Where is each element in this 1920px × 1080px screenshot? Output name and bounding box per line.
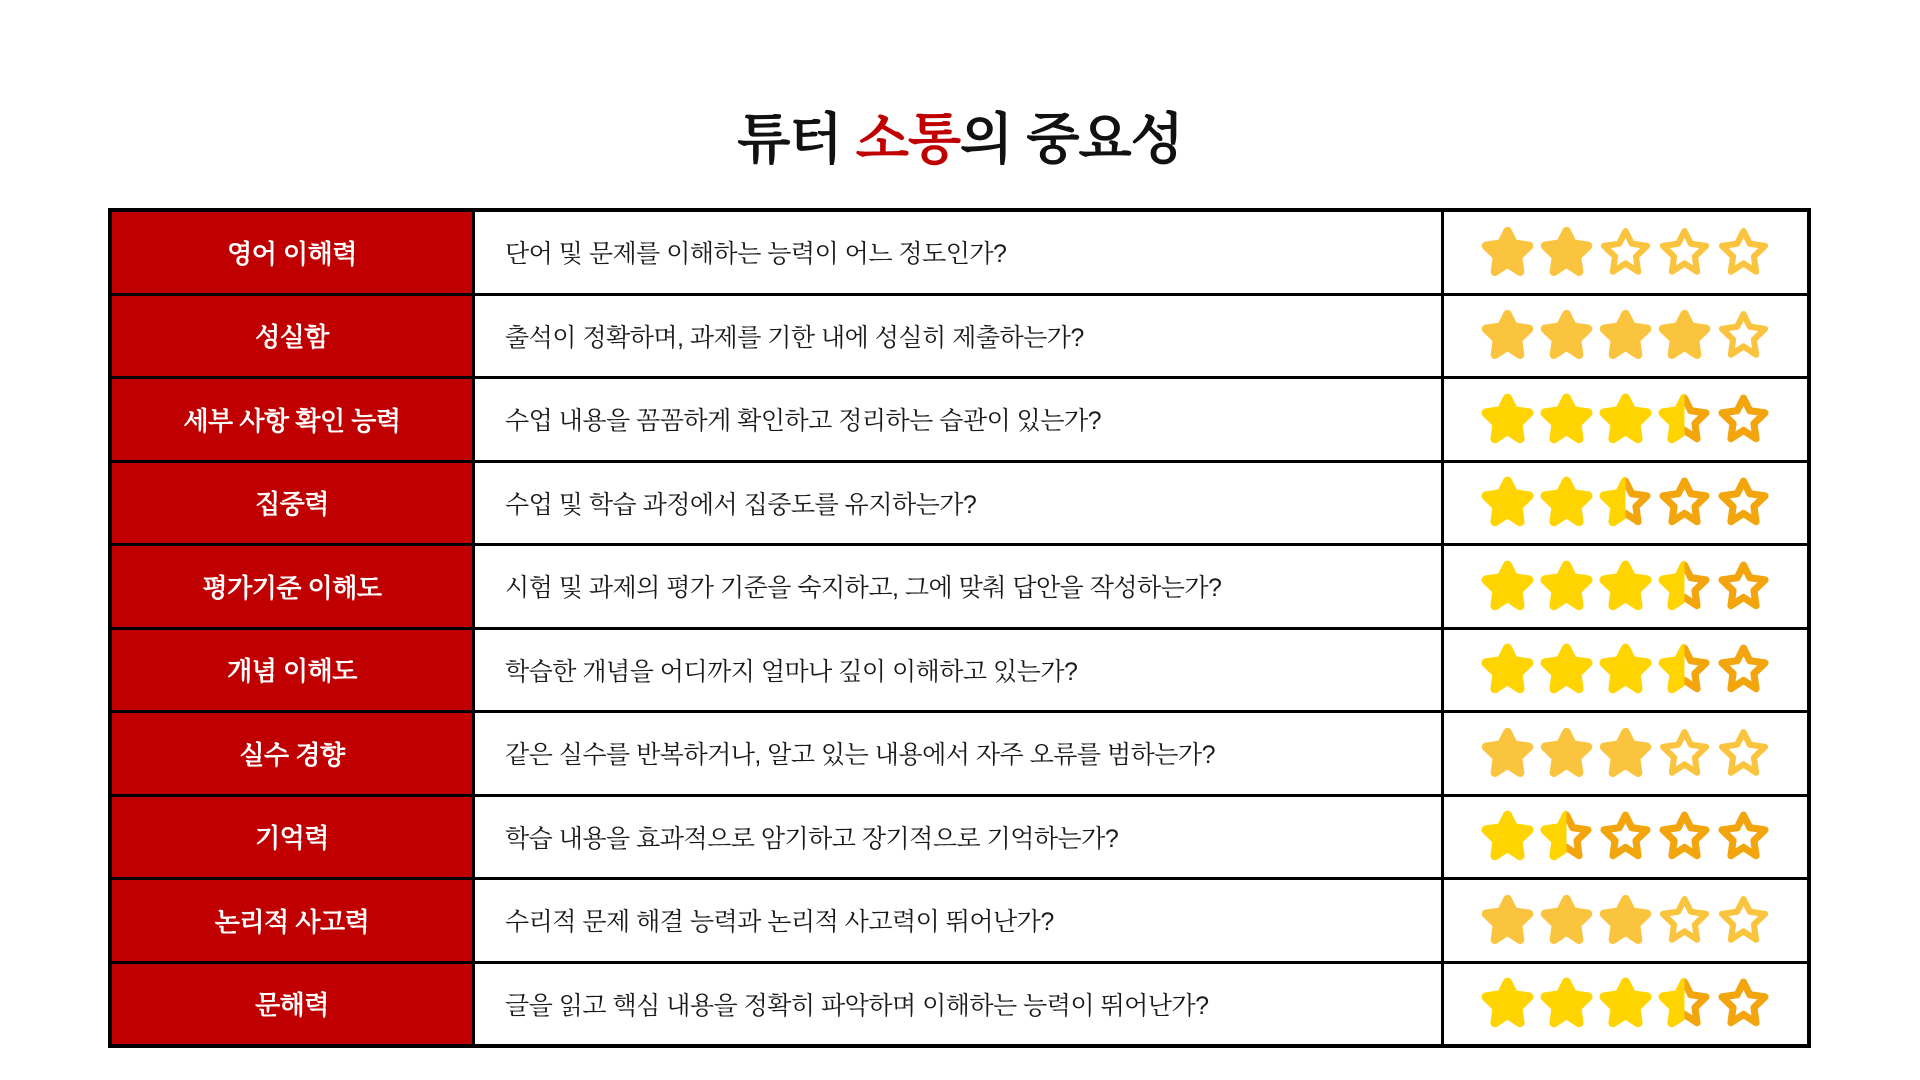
star-full-icon [1538,892,1595,949]
criterion-label: 실수 경향 [239,739,345,770]
criterion-label: 평가기준 이해도 [202,572,382,603]
star-rating [1444,797,1807,878]
description-cell [475,546,1441,627]
star-empty-icon [1656,808,1713,865]
star-full-icon [1656,307,1713,364]
description-text: 학습 내용을 효과적으로 암기하고 장기적으로 기억하는가? [505,824,1119,853]
criterion-label: 집중력 [255,489,329,520]
description-cell [475,964,1441,1045]
title-highlight: 소통 [855,107,960,170]
star-half-icon [1656,975,1713,1032]
description-cell [475,713,1441,794]
star-empty-icon [1656,725,1713,782]
star-full-icon [1538,641,1595,698]
star-full-icon [1597,975,1654,1032]
description-cell [475,797,1441,878]
star-half-icon [1656,558,1713,615]
criterion-cell [112,713,472,794]
star-rating [1444,463,1807,544]
star-full-icon [1538,391,1595,448]
star-half-icon [1597,474,1654,531]
title-suffix: 의 중요성 [960,107,1183,170]
description-cell [475,212,1441,293]
criterion-cell [112,212,472,293]
star-full-icon [1479,808,1536,865]
star-full-icon [1538,975,1595,1032]
star-empty-icon [1715,641,1772,698]
star-empty-icon [1597,224,1654,281]
criterion-label: 세부 사항 확인 능력 [183,405,401,436]
star-full-icon [1479,641,1536,698]
star-full-icon [1538,474,1595,531]
criterion-cell [112,797,472,878]
criterion-label: 개념 이해도 [227,656,357,687]
description-text: 같은 실수를 반복하거나, 알고 있는 내용에서 자주 오류를 범하는가? [505,741,1215,770]
criterion-label: 성실함 [255,322,329,353]
star-full-icon [1597,558,1654,615]
star-rating [1444,379,1807,460]
star-full-icon [1479,224,1536,281]
description-text: 수리적 문제 해결 능력과 논리적 사고력이 뛰어난가? [505,908,1054,937]
criterion-label: 문해력 [255,990,329,1021]
star-empty-icon [1715,975,1772,1032]
criterion-label: 기억력 [255,823,329,854]
description-cell [475,463,1441,544]
star-empty-icon [1715,725,1772,782]
star-empty-icon [1715,808,1772,865]
star-empty-icon [1715,558,1772,615]
rating-table [108,208,1811,1048]
star-empty-icon [1597,808,1654,865]
star-full-icon [1538,307,1595,364]
title-prefix: 튜터 [737,107,856,170]
star-full-icon [1479,725,1536,782]
page-title [0,95,1920,174]
star-full-icon [1538,725,1595,782]
star-empty-icon [1715,307,1772,364]
description-text: 글을 읽고 핵심 내용을 정확히 파악하며 이해하는 능력이 뛰어난가? [505,991,1209,1020]
star-full-icon [1597,307,1654,364]
star-half-icon [1656,641,1713,698]
star-rating [1444,296,1807,377]
star-rating [1444,964,1807,1045]
description-text: 단어 및 문제를 이해하는 능력이 어느 정도인가? [505,240,1007,269]
criterion-cell [112,463,472,544]
star-full-icon [1538,558,1595,615]
star-rating [1444,713,1807,794]
criterion-cell [112,880,472,961]
star-full-icon [1479,474,1536,531]
star-full-icon [1597,641,1654,698]
star-empty-icon [1715,224,1772,281]
star-half-icon [1656,391,1713,448]
description-text: 수업 내용을 꼼꼼하게 확인하고 정리하는 습관이 있는가? [505,407,1102,436]
criterion-cell [112,964,472,1045]
star-empty-icon [1656,224,1713,281]
star-full-icon [1479,307,1536,364]
criterion-label: 영어 이해력 [227,238,357,269]
star-empty-icon [1656,892,1713,949]
star-empty-icon [1715,474,1772,531]
description-cell [475,379,1441,460]
description-text: 학습한 개념을 어디까지 얼마나 깊이 이해하고 있는가? [505,657,1078,686]
criterion-cell [112,296,472,377]
description-text: 수업 및 학습 과정에서 집중도를 유지하는가? [505,490,977,519]
description-text: 시험 및 과제의 평가 기준을 숙지하고, 그에 맞춰 답안을 작성하는가? [505,574,1222,603]
description-cell [475,630,1441,711]
star-full-icon [1479,892,1536,949]
star-full-icon [1479,558,1536,615]
star-full-icon [1538,224,1595,281]
star-empty-icon [1656,474,1713,531]
description-cell [475,880,1441,961]
criterion-cell [112,630,472,711]
description-text: 출석이 정확하며, 과제를 기한 내에 성실히 제출하는가? [505,323,1084,352]
star-rating [1444,546,1807,627]
star-empty-icon [1715,391,1772,448]
criterion-label: 논리적 사고력 [214,906,370,937]
star-half-icon [1538,808,1595,865]
star-full-icon [1597,391,1654,448]
star-full-icon [1597,892,1654,949]
criterion-cell [112,546,472,627]
description-cell [475,296,1441,377]
star-full-icon [1597,725,1654,782]
star-rating [1444,880,1807,961]
criterion-cell [112,379,472,460]
star-full-icon [1479,391,1536,448]
star-rating [1444,212,1807,293]
star-rating [1444,630,1807,711]
star-full-icon [1479,975,1536,1032]
star-empty-icon [1715,892,1772,949]
